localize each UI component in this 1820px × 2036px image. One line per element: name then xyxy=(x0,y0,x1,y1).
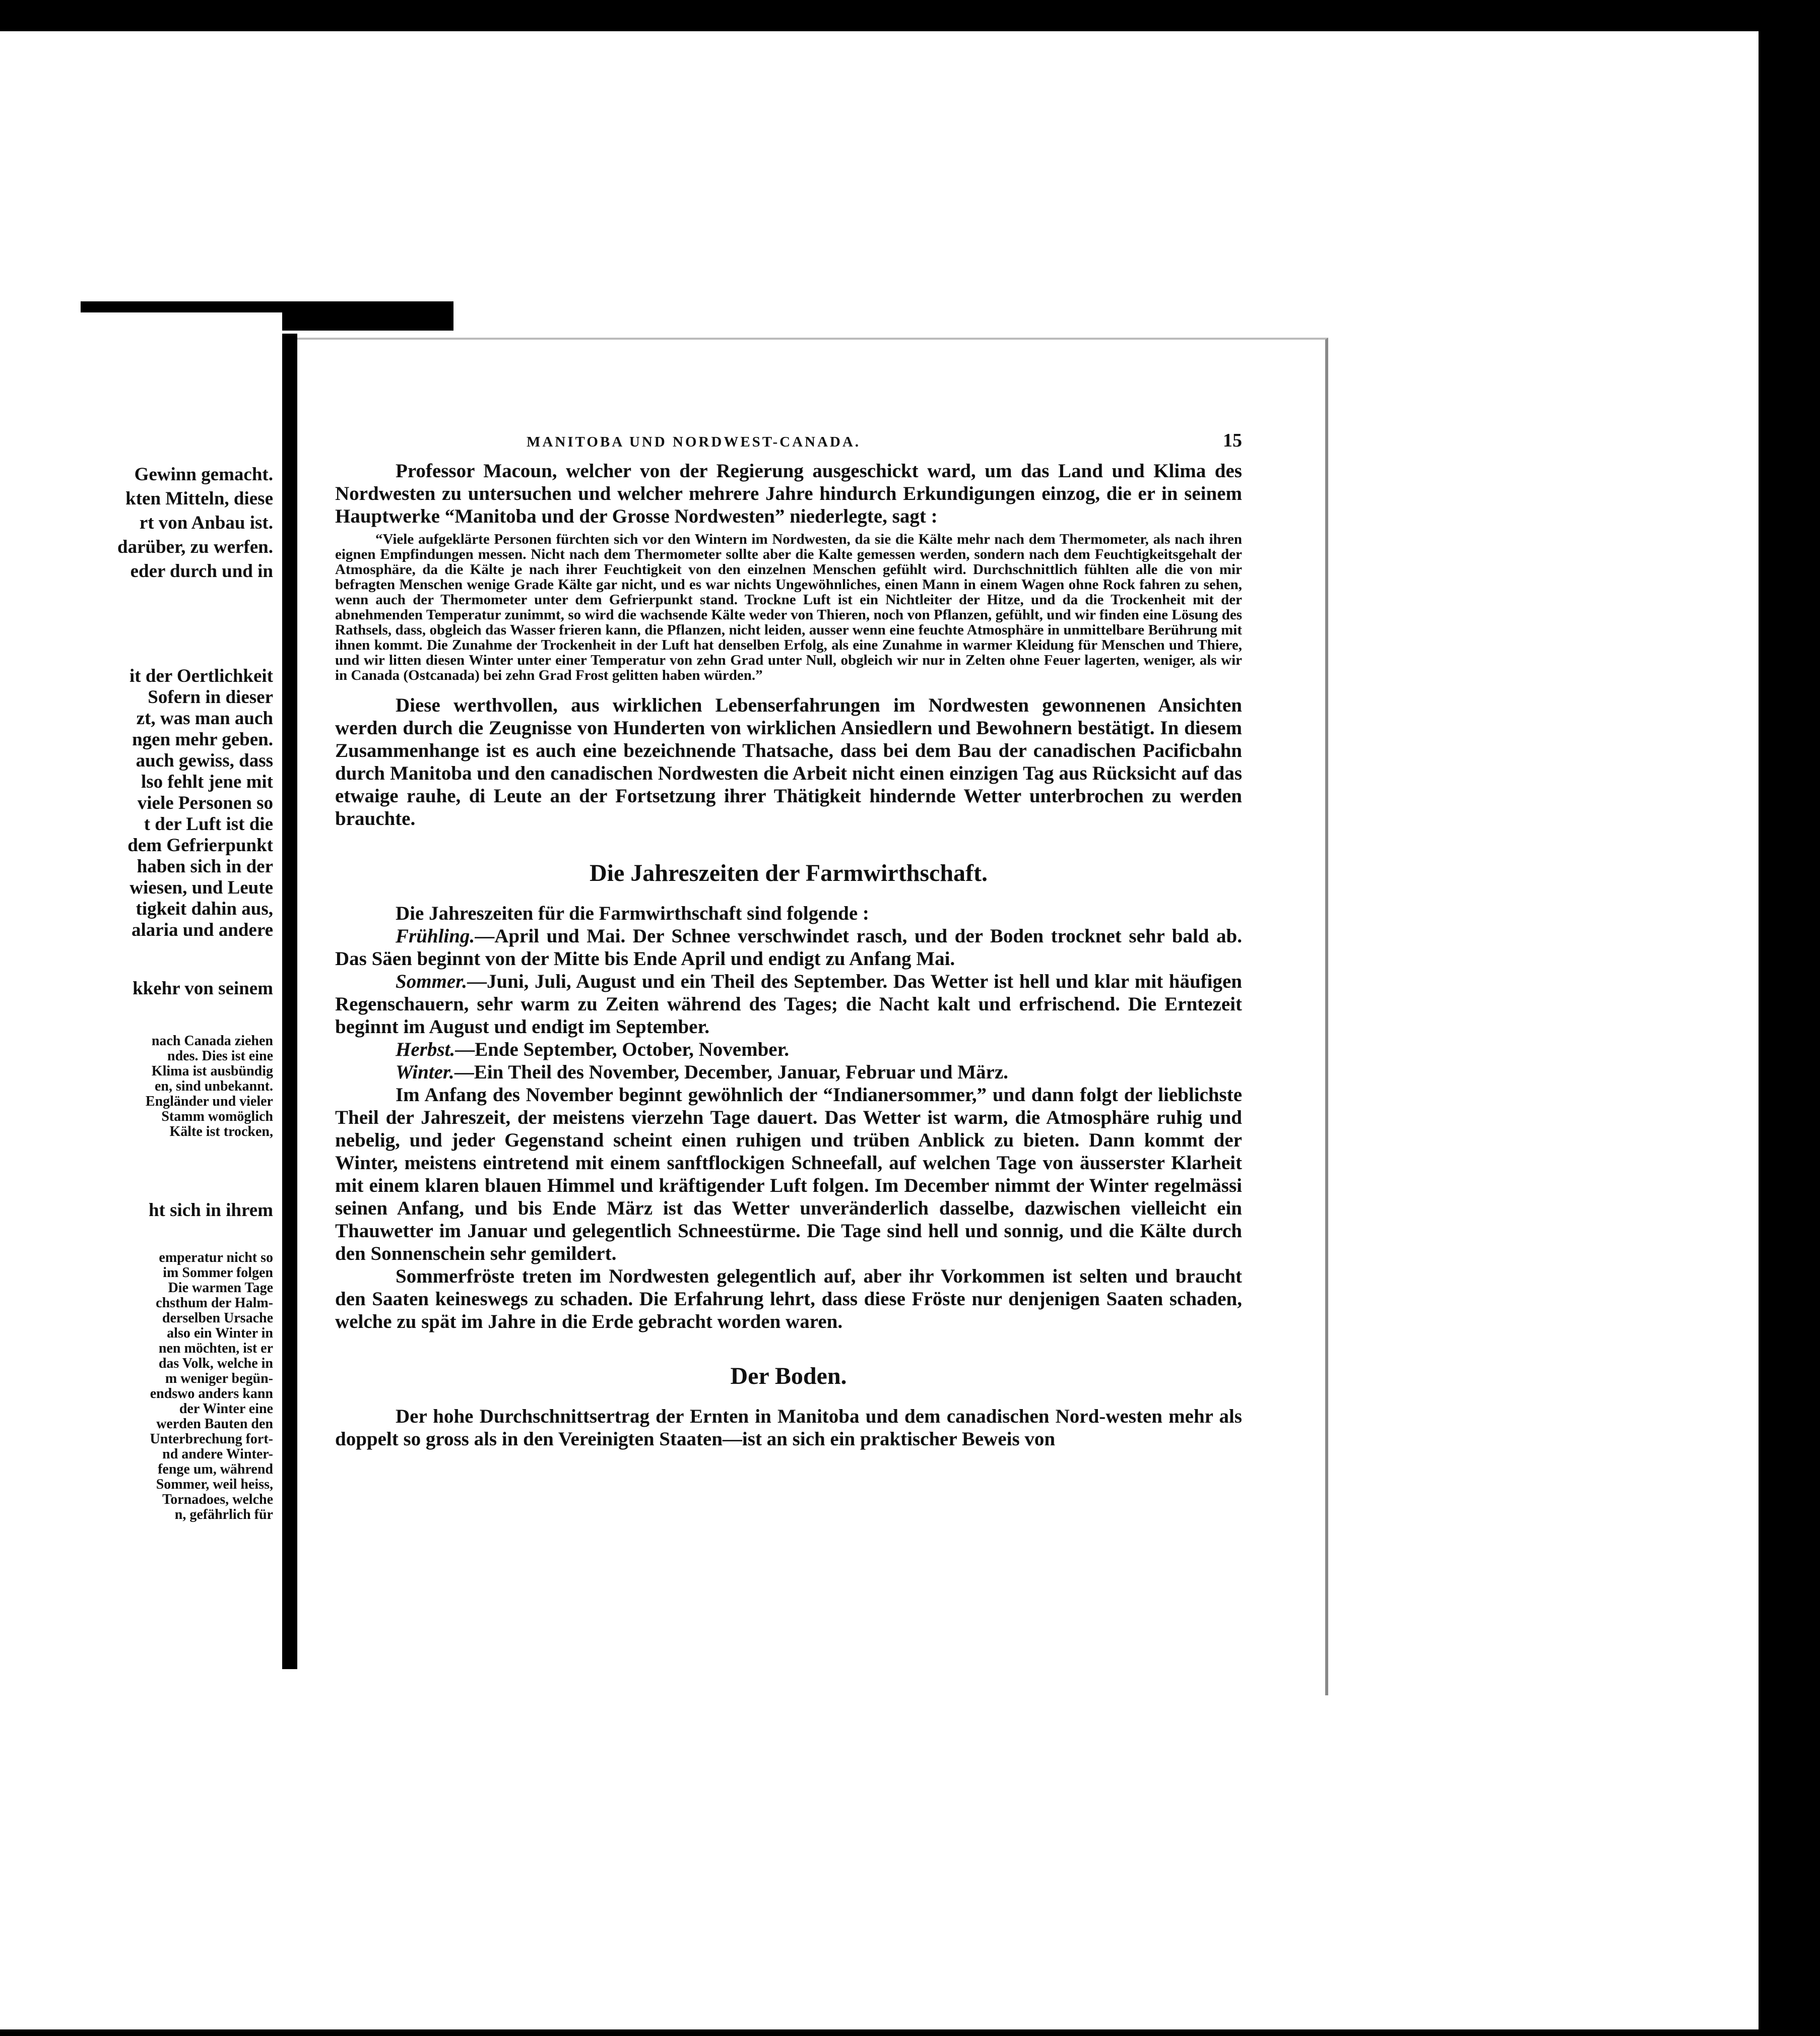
season-name: Herbst. xyxy=(396,1039,456,1060)
season-summer xyxy=(335,970,1242,1038)
paragraph-summer-frost: Sommerfröste treten im Nordwesten gelegentlich auf, aber ihr Vorkommen ist selten und braucht den Saaten keineswegs zu schaden. Die Erfahrung lehrt, dass diese Fröste nur denjenigen Saaten schaden, welche zu spät im Jahre in die Erde gebracht worden waren. xyxy=(335,1265,1242,1332)
seasons-intro: Die Jahreszeiten für die Farmwirthschaft sind folgende : xyxy=(396,903,869,924)
running-head xyxy=(527,429,1242,452)
left-page-line: dem Gefrierpunkt xyxy=(127,835,273,856)
intro-paragraph: Professor Macoun, welcher von der Regierung ausgeschickt ward, um das Land und Klima des Nordwesten zu untersuchen und welcher mehrere Jahre hindurch Erkundigungen einzog, die er in seinem Hauptwerke “Manitoba und der Grosse Nordwesten” niederlegte, sagt : xyxy=(335,460,1242,527)
left-page-line: das Volk, welche in xyxy=(158,1356,273,1371)
left-page-line: auch gewiss, dass xyxy=(136,750,273,771)
left-page-line: nen möchten, ist er xyxy=(158,1341,273,1356)
left-page-line: Kälte ist trocken, xyxy=(169,1124,273,1139)
main-page xyxy=(297,338,1328,1695)
left-page-line: derselben Ursache xyxy=(162,1310,273,1326)
left-page-line: ht sich in ihrem xyxy=(148,1200,273,1221)
left-page-line: Engländer und vieler xyxy=(145,1094,273,1109)
left-page-line: alaria und andere xyxy=(132,920,273,940)
season-name: Frühling. xyxy=(396,925,475,947)
left-page-line: n, gefährlich für xyxy=(174,1507,273,1522)
season-winter xyxy=(335,1061,1242,1084)
season-name: Winter. xyxy=(396,1061,454,1083)
left-page-line: wiesen, und Leute xyxy=(129,877,273,898)
paragraph-soil: Der hohe Durchschnittsertrag der Ernten in Manitoba und dem canadischen Nord-westen mehr als doppelt so gross als in den Vereinigten Staaten—ist an sich ein praktischer Beweis von xyxy=(335,1406,1242,1450)
left-page-line: der Winter eine xyxy=(179,1401,273,1417)
left-page-line: en, sind unbekannt. xyxy=(154,1078,273,1094)
left-page-line: Unterbrechung fort- xyxy=(150,1431,273,1447)
left-page-line: Sofern in dieser xyxy=(148,687,273,708)
paragraph-testimonies: Diese werthvollen, aus wirklichen Lebenserfahrungen im Nordwesten gewonnenen Ansichten werden durch die Zeugnisse von Hunderten von wirklichen Ansiedlern und Bewohnern bestätigt. In diesem Zusammenhange ist es auch eine bezeichnende Thatsache, dass bei dem Bau der canadischen Pacificbahn durch Manitoba und den canadischen Nordwesten die Arbeit nicht einen einzigen Tag aus Rücksicht auf das etwaige rauhe, di Leute an der Fortsetzung ihrer Thätigkeit hindernde Wetter unterbrochen zu werden brauchte. xyxy=(335,694,1242,830)
left-page-line: tigkeit dahin aus, xyxy=(136,899,273,919)
left-page-line: Sommer, weil heiss, xyxy=(156,1477,273,1492)
left-page-line: lso fehlt jene mit xyxy=(141,772,273,792)
season-text: —Ende September, October, November. xyxy=(455,1039,790,1060)
left-page-line: also ein Winter in xyxy=(167,1325,273,1341)
page-content xyxy=(335,429,1242,1450)
left-page-line: im Sommer folgen xyxy=(163,1265,273,1281)
left-page-line: nach Canada ziehen xyxy=(151,1033,273,1049)
running-head-title: MANITOBA UND NORDWEST-CANADA. xyxy=(527,434,861,450)
left-page-line: chsthum der Halm- xyxy=(156,1295,273,1311)
left-page-line: kten Mitteln, diese xyxy=(125,488,273,509)
left-page-line: haben sich in der xyxy=(137,856,273,877)
left-page-line: it der Oertlichkeit xyxy=(129,666,273,686)
season-name: Sommer. xyxy=(396,971,467,992)
left-page-line: kkehr von seinem xyxy=(133,978,273,999)
left-page-line: darüber, zu werfen. xyxy=(117,537,273,557)
left-page-line: Stamm womöglich xyxy=(161,1109,273,1124)
season-text: —April und Mai. Der Schnee verschwindet rasch, und der Boden trocknet sehr bald ab. Das Säen beginnt von der Mitte bis Ende April und endigt zu Anfang Mai. xyxy=(335,925,1242,970)
left-page-line: Die warmen Tage xyxy=(168,1280,273,1296)
left-page-line: zt, was man auch xyxy=(136,708,273,729)
left-page-line: Tornadoes, welche xyxy=(162,1492,273,1507)
left-page-line: fenge um, während xyxy=(158,1461,273,1477)
season-text: —Ein Theil des November, December, Januar, Februar und März. xyxy=(454,1061,1008,1083)
page-number: 15 xyxy=(1223,430,1242,451)
heading-soil: Der Boden. xyxy=(730,1363,847,1389)
left-page-line: endswo anders kann xyxy=(150,1386,273,1402)
left-page-line: ndes. Dies ist eine xyxy=(167,1048,273,1064)
left-page-line: emperatur nicht so xyxy=(159,1250,273,1265)
left-page-line: nd andere Winter- xyxy=(162,1446,273,1462)
heading-seasons: Die Jahreszeiten der Farmwirthschaft. xyxy=(589,860,988,886)
season-text: —Juni, Juli, August und ein Theil des September. Das Wetter ist hell und klar mit häufigen Regenschauern, sehr warm zu Zeiten während des Tages; die Nacht kalt und erfrischend. Die Erntezeit beginnt im August und endigt im September. xyxy=(335,971,1242,1038)
left-page-line: eder durch und in xyxy=(130,561,273,582)
macoun-quote: “Viele aufgeklärte Personen fürchten sich vor den Wintern im Nordwesten, da sie die Kälte mehr nach dem Thermometer, als nach ihren eignen Empfindungen messen. Nicht nach dem Thermometer sollte aber die Kalte gemessen werden, sondern nach dem Feuchtigkeitsgehalt der Atmosphäre, da die Kälte je nach ihrer Feuchtigkeit von den einzelnen Menschen gefühlt wird. Durchschnittlich fühlten alle die von mir befragten Menschen wenige Grade Kälte gar nicht, und es war nichts Ungewöhnliches, einen Mann in einem Wagen ohne Rock fahren zu sehen, wenn auch der Thermometer unter dem Gefrierpunkt stand. Trockne Luft ist ein Nichtleiter der Hitze, und da die Trockenheit mit der abnehmenden Temperatur zunimmt, so wird die wachsende Kälte weder von Thieren, noch von Pflanzen, gefühlt, und wir finden eine Lösung des Rathsels, dass, obgleich das Wasser frieren kann, die Pflanzen, nicht leiden, ausser wenn eine feuchte Atmosphäre in unmittelbare Berührung mit ihnen kommt. Die Zunahme der Trockenheit in der Luft hat denselben Erfolg, als eine Zunahme in warmer Kleidung für Menschen und Thiere, und wir litten diesen Winter unter einer Temperatur von zehn Grad unter Null, obgleich wir nur in Zelten ohne Feuer lagerten, weniger, als wir in Canada (Ostcanada) bei zehn Grad Frost gelitten haben würden.” xyxy=(335,531,1242,683)
left-page-line: Gewinn gemacht. xyxy=(134,464,273,485)
left-page-line: rt von Anbau ist. xyxy=(139,513,273,533)
left-page-line: viele Personen so xyxy=(137,793,273,813)
left-facing-page xyxy=(0,312,282,1673)
left-page-line: t der Luft ist die xyxy=(144,814,273,835)
left-page-line: werden Bauten den xyxy=(156,1416,273,1432)
paragraph-indian-summer: Im Anfang des November beginnt gewöhnlich der “Indianersommer,” und dann folgt der lieblichste Theil der Jahreszeit, der meistens vierzehn Tage dauert. Das Wetter ist warm, die Atmosphäre ruhig und nebelig, und jeder Gegenstand scheint einen ruhigen und trüben Anblick zu bieten. Dann kommt der Winter, meistens eintretend mit einem sanftflockigen Schneefall, auf welchen Tage von äusserster Klarheit mit einem klaren blauen Himmel und kräftigender Luft folgen. Im December nimmt der Winter regelmässi seinen Anfang, und bis Ende März ist das Wetter unveränderlich dasselbe, dazwischen vielleicht ein Thauwetter im Januar und gelegentlich Schneestürme. Die Tage sind hell und sonnig, und die Kälte durch den Sonnenschein sehr gemildert. xyxy=(335,1084,1242,1264)
season-autumn xyxy=(335,1038,1242,1061)
scan-border-right xyxy=(1759,0,1820,2036)
left-page-line: ngen mehr geben. xyxy=(132,729,273,750)
left-page-line: m weniger begün- xyxy=(165,1371,273,1386)
book-spine xyxy=(282,334,297,1669)
left-page-line: Klima ist ausbündig xyxy=(151,1063,273,1079)
season-spring xyxy=(335,925,1242,970)
